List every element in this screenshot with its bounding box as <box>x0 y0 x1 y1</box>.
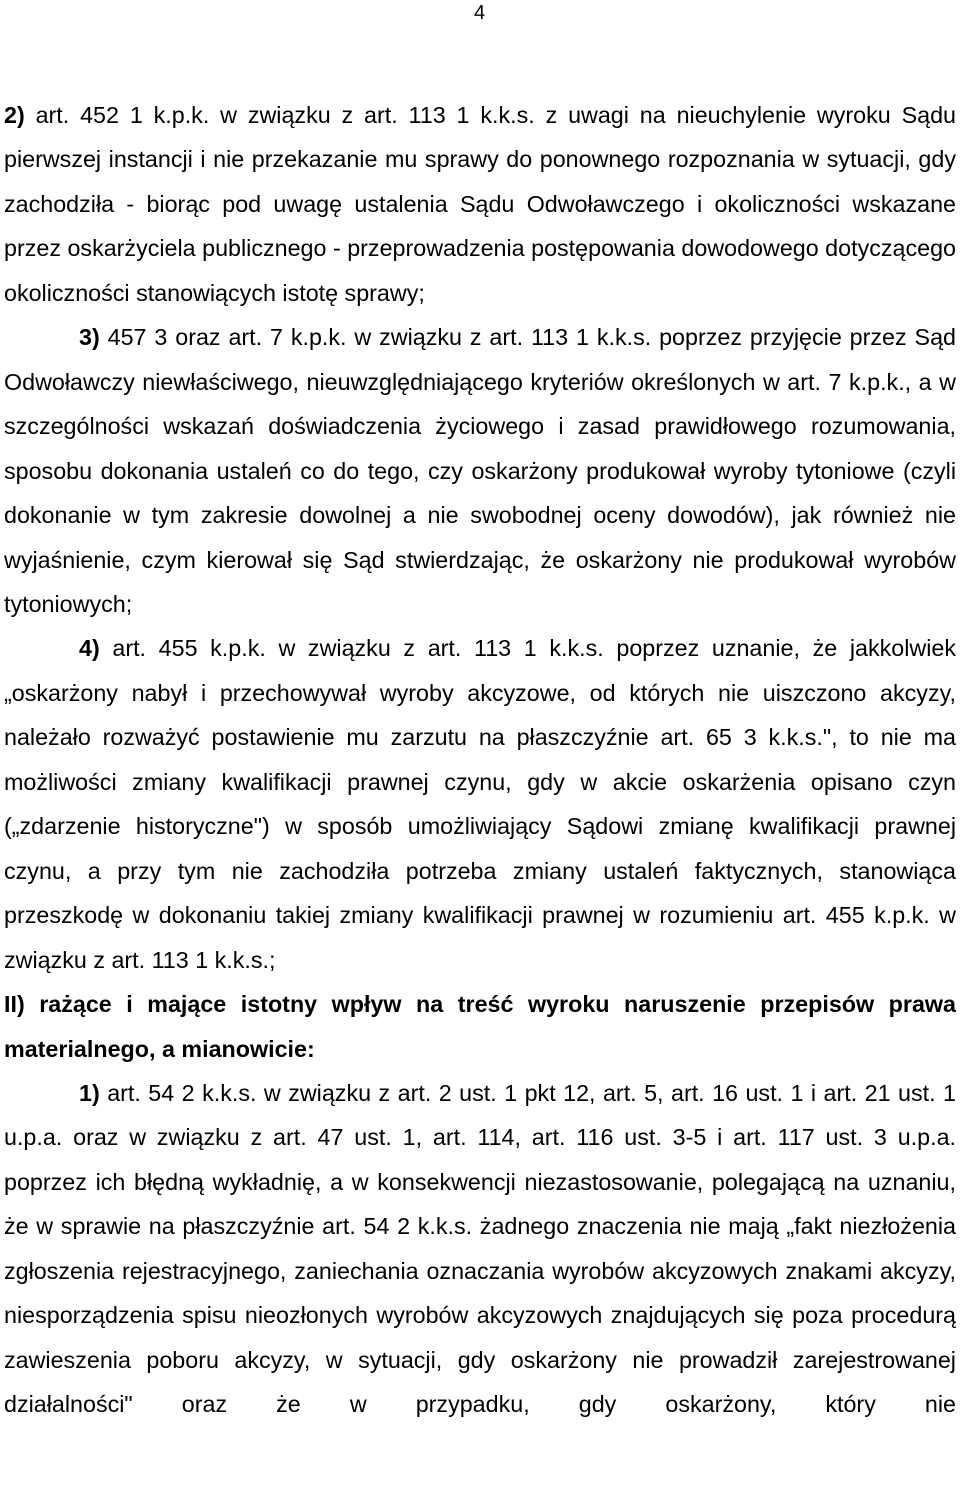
item-3-text: 457 3 oraz art. 7 k.p.k. w związku z art. 113 1 k.k.s. poprzez przyjęcie przez Sąd Odwoławczy niewłaściwego, nieuwzględniającego kryteriów określonych w art. 7 k.p.k., a w szczególności wskazań doświadczenia życiowego i zasad prawidłowego rozumowania, sposobu dokonania ustaleń co do tego, czy oskarżony produkował wyroby tytoniowe (czyli dokonanie w tym zakresie dowolnej a nie swobodnej oceny dowodów), jak również nie wyjaśnienie, czym kierował się Sąd stwierdzając, że oskarżony nie produkował wyrobów tytoniowych; <box>4 324 956 617</box>
item-1-material <box>4 1071 956 1427</box>
document-body <box>4 93 956 1427</box>
item-3 <box>4 315 956 626</box>
item-2-text: art. 452 1 k.p.k. w związku z art. 113 1 k.k.s. z uwagi na nieuchylenie wyroku Sądu pierwszej instancji i nie przekazanie mu sprawy do ponownego rozpoznania w sytuacji, gdy zachodziła - biorąc pod uwagę ustalenia Sądu Odwoławczego i okoliczności wskazane przez oskarżyciela publicznego - przeprowadzenia postępowania dowodowego dotyczącego okoliczności stanowiących istotę sprawy; <box>4 102 956 306</box>
section-heading: II) rażące i mające istotny wpływ na treść wyroku naruszenie przepisów prawa materialnego, a mianowicie: <box>4 991 956 1062</box>
item-3-number: 3) <box>79 324 100 351</box>
page-number: 4 <box>474 2 486 24</box>
item-2 <box>4 93 956 315</box>
item-1-material-number: 1) <box>79 1079 100 1106</box>
item-4 <box>4 626 956 982</box>
item-2-number: 2) <box>4 102 25 128</box>
item-4-number: 4) <box>79 635 100 662</box>
item-1-material-text: art. 54 2 k.k.s. w związku z art. 2 ust. 1 pkt 12, art. 5, art. 16 ust. 1 i art. 21 ust. 1 u.p.a. oraz w związku z art. 47 ust. 1, art. 114, art. 116 ust. 3-5 i art. 117 ust. 3 u.p.a. poprzez ich błędną wykładnię, a w konsekwencji niezastosowanie, polegającą na uznaniu, że w sprawie na płaszczyźnie art. 54 2 k.k.s. żadnego znaczenia nie mają „fakt niezłożenia zgłoszenia rejestracyjnego, zaniechania oznaczania wyrobów akcyzowych znakami akcyzy, niesporządzenia spisu nieozłonych wyrobów akcyzowych znajdujących się poza procedurą zawieszenia poboru akcyzy, w sytuacji, gdy oskarżony nie prowadził zarejestrowanej działalności" oraz że w przypadku, gdy oskarżony, który nie <box>4 1079 956 1418</box>
item-4-text: art. 455 k.p.k. w związku z art. 113 1 k.k.s. poprzez uznanie, że jakkolwiek „oskarżony nabył i przechowywał wyroby akcyzowe, od których nie uiszczono akcyzy, należało rozważyć postawienie mu zarzutu na płaszczyźnie art. 65 3 k.k.s.", to nie ma możliwości zmiany kwalifikacji prawnej czynu, gdy w akcie oskarżenia opisano czyn („zdarzenie historyczne") w sposób umożliwiający Sądowi zmianę kwalifikacji prawnej czynu, a przy tym nie zachodziła potrzeba zmiany ustaleń faktycznych, stanowiąca przeszkodę w dokonaniu takiej zmiany kwalifikacji prawnej w rozumieniu art. 455 k.p.k. w związku z art. 113 1 k.k.s.; <box>4 635 956 973</box>
